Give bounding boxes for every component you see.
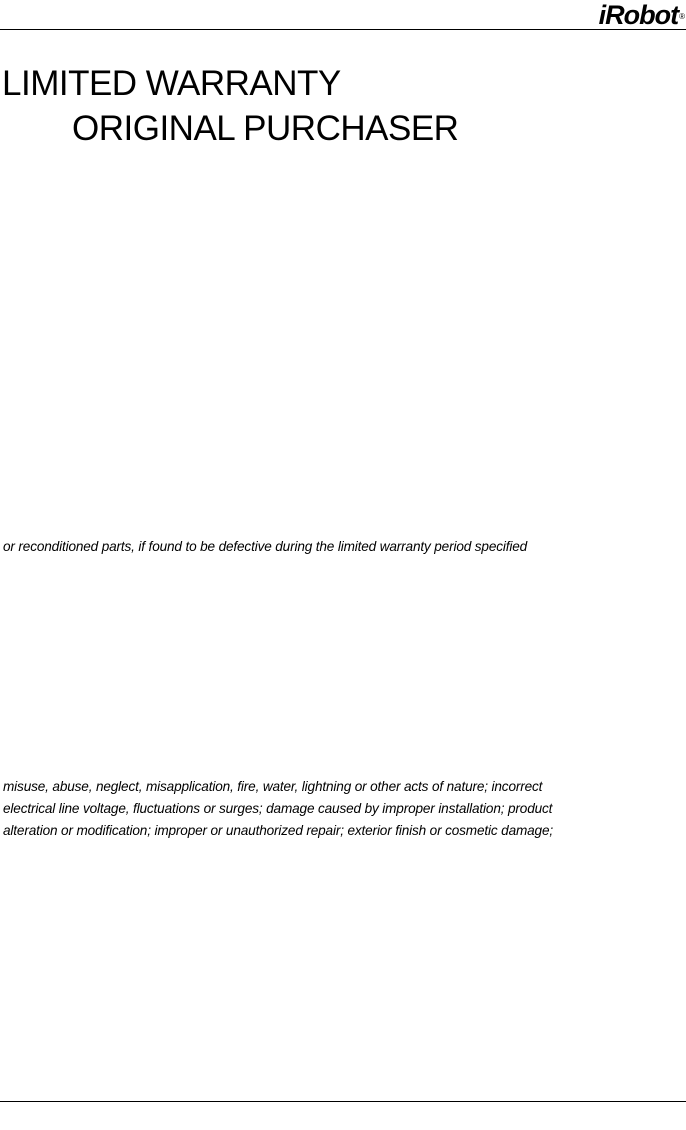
irobot-logo <box>599 0 684 32</box>
footer-divider <box>0 1101 686 1102</box>
registered-mark: ® <box>679 12 684 21</box>
page-title-line-1: LIMITED WARRANTY <box>2 64 341 103</box>
body-text-line: alteration or modification; improper or unauthorized repair; exterior finish or cosmetic damage; <box>3 823 554 838</box>
page-title-line-2: ORIGINAL PURCHASER <box>72 109 459 148</box>
body-text-line: or reconditioned parts, if found to be defective during the limited warranty period specified <box>3 539 528 554</box>
body-text-line: electrical line voltage, fluctuations or surges; damage caused by improper installation; product <box>3 801 553 816</box>
logo-text: iRobot <box>598 0 679 30</box>
header-divider <box>0 29 686 30</box>
body-text-line: misuse, abuse, neglect, misapplication, fire, water, lightning or other acts of nature; incorrect <box>3 779 543 794</box>
